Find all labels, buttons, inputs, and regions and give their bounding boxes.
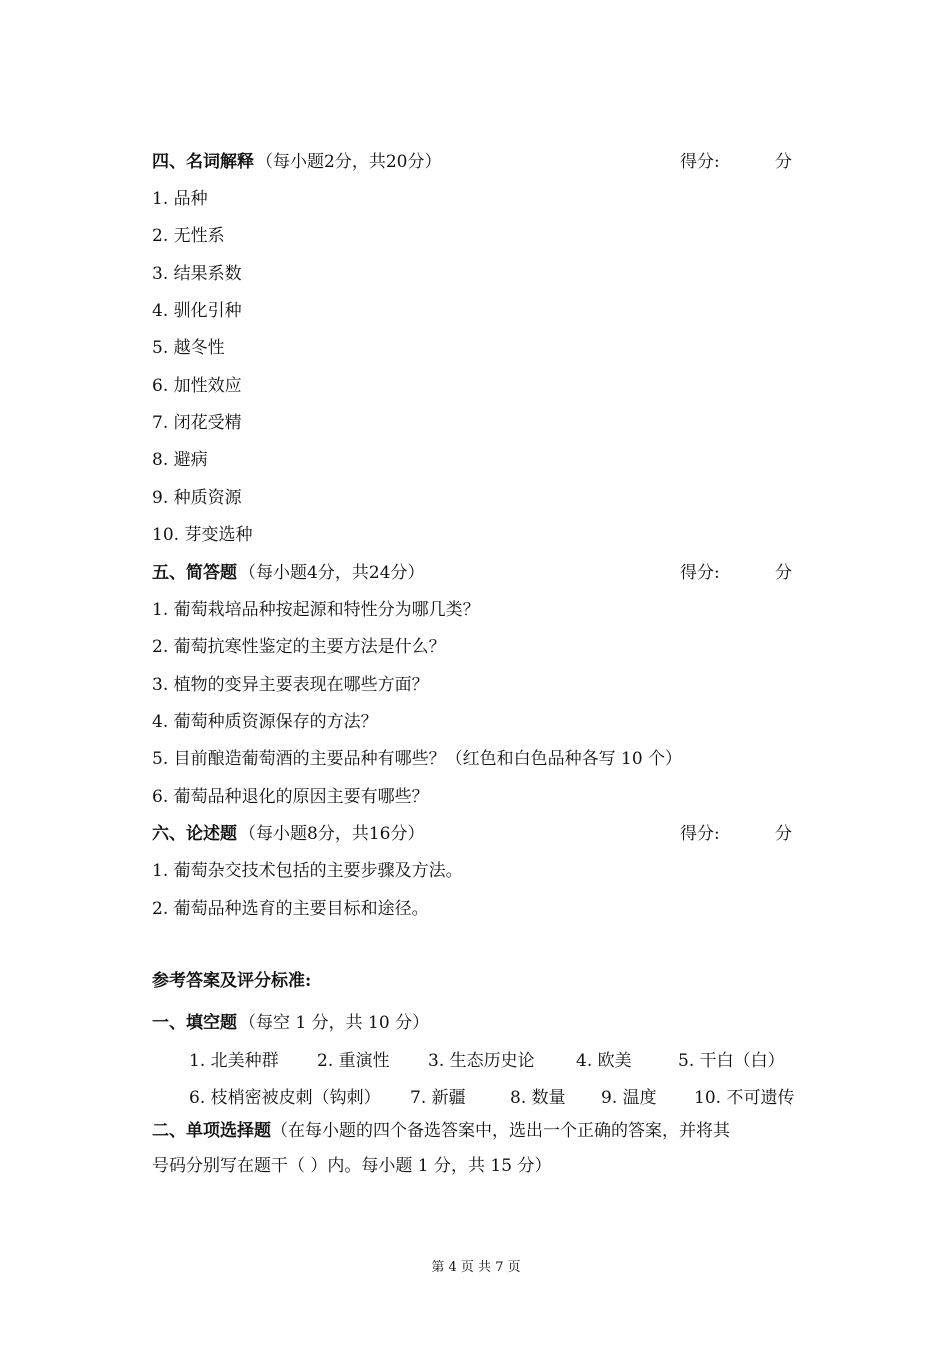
section-5-note: （每小题4分，共24分） (239, 563, 425, 583)
answer-row-1 (189, 1046, 809, 1076)
term-item: 7. 闭花受精 (152, 413, 242, 433)
section-5-score-unit: 分 (775, 563, 792, 583)
essay-item: 1. 葡萄杂交技术包括的主要步骤及方法。 (152, 861, 463, 881)
question-item: 6. 葡萄品种退化的原因主要有哪些？ (152, 787, 429, 807)
answer-item: 7. 新疆 (410, 1088, 466, 1108)
section-4-score-label: 得分: (680, 152, 720, 172)
section-6-score-unit: 分 (775, 824, 792, 844)
answer-item: 4. 欧美 (576, 1051, 632, 1071)
term-item: 6. 加性效应 (152, 376, 242, 396)
section-6-score-label: 得分: (680, 824, 720, 844)
question-item: 2. 葡萄抗寒性鉴定的主要方法是什么？ (152, 637, 446, 657)
section-5-score-label: 得分: (680, 563, 720, 583)
question-item: 5. 目前酿造葡萄酒的主要品种有哪些？（红色和白色品种各写 10 个） (152, 749, 683, 769)
term-item: 3. 结果系数 (152, 264, 242, 284)
answer-item: 2. 重演性 (317, 1051, 390, 1071)
section-4-title: 四、名词解释 (152, 152, 254, 172)
answer-item: 5. 干白（白） (678, 1051, 785, 1071)
answer-row-2 (189, 1083, 809, 1113)
section-6-note: （每小题8分，共16分） (239, 824, 425, 844)
term-item: 4. 驯化引种 (152, 301, 242, 321)
term-item: 1. 品种 (152, 189, 208, 209)
section-5-heading (152, 558, 812, 588)
answer-item: 9. 温度 (601, 1088, 657, 1108)
answer-section-2-heading (152, 1116, 812, 1146)
term-item: 2. 无性系 (152, 226, 225, 246)
section-6-heading (152, 819, 812, 849)
answer-item: 10. 不可遗传 (694, 1088, 795, 1108)
answer-item: 3. 生态历史论 (428, 1051, 535, 1071)
answer-section-2-title: 二、单项选择题 (152, 1121, 271, 1141)
answer-item: 6. 枝梢密被皮刺（钩刺） (189, 1088, 381, 1108)
question-item: 3. 植物的变异主要表现在哪些方面？ (152, 675, 429, 695)
answer-section-2-note-line1: （在每小题的四个备选答案中，选出一个正确的答案，并将其 (271, 1121, 730, 1141)
term-item: 9. 种质资源 (152, 488, 242, 508)
section-6-title: 六、论述题 (152, 824, 237, 844)
answer-section-2-note-line2: 号码分别写在题干（ ）内。每小题 1 分，共 15 分） (152, 1156, 552, 1176)
answer-section-1-title: 一、填空题 (152, 1013, 237, 1033)
term-item: 8. 避病 (152, 450, 208, 470)
section-4-score-unit: 分 (775, 152, 792, 172)
essay-item: 2. 葡萄品种选育的主要目标和途径。 (152, 899, 429, 919)
page-footer: 第 4 页 共 7 页 (431, 1260, 521, 1275)
term-item: 10. 芽变选种 (152, 525, 253, 545)
answer-item: 8. 数量 (510, 1088, 566, 1108)
answer-item: 1. 北美种群 (189, 1051, 279, 1071)
question-item: 1. 葡萄栽培品种按起源和特性分为哪几类？ (152, 600, 480, 620)
answer-section-1-heading (152, 1008, 812, 1038)
answers-title: 参考答案及评分标准: (152, 971, 312, 991)
section-5-title: 五、简答题 (152, 563, 237, 583)
question-item: 4. 葡萄种质资源保存的方法？ (152, 712, 378, 732)
term-item: 5. 越冬性 (152, 338, 225, 358)
answer-section-1-note: （每空 1 分，共 10 分） (239, 1013, 430, 1033)
section-4-heading (152, 147, 812, 177)
section-4-note: （每小题2分，共20分） (256, 152, 442, 172)
